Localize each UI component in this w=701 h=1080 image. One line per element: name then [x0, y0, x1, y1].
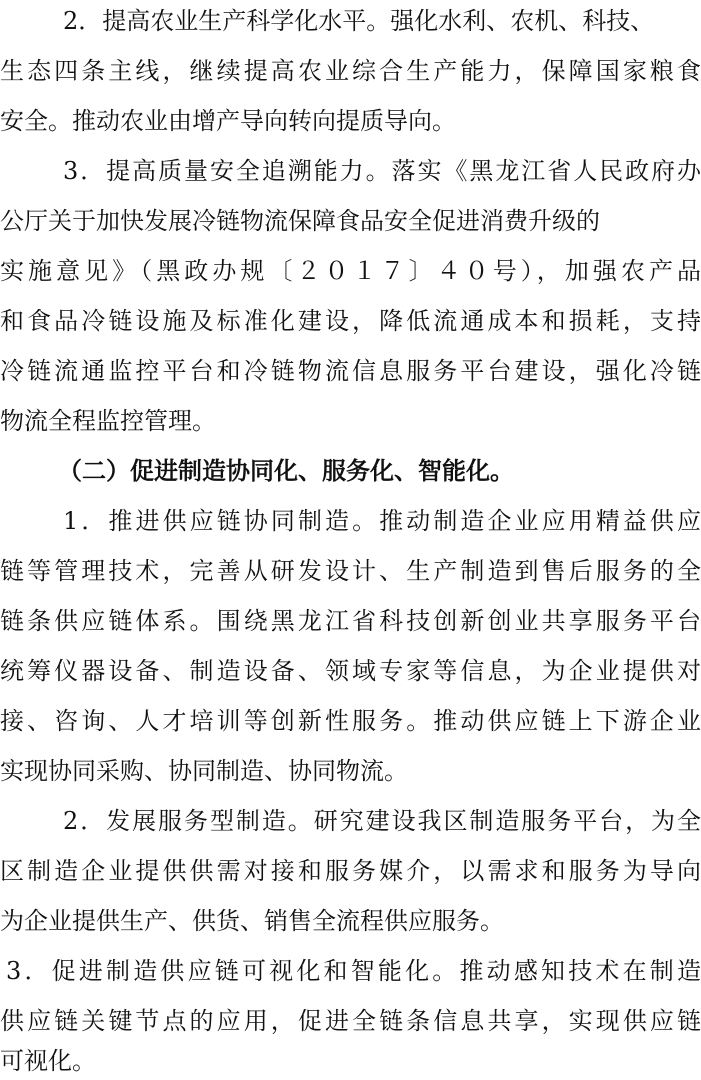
text-line: 生态四条主线，继续提高农业综合生产能力，保障国家粮食 — [0, 57, 701, 85]
text-line: 3．促进制造供应链可视化和智能化。推动感知技术在制造 — [6, 957, 701, 985]
text-line: 实施意见》（黑政办规〔２０１７〕４０号），加强农产品 — [0, 257, 701, 285]
text-line: 区制造企业提供供需对接和服务媒介，以需求和服务为导向 — [0, 857, 701, 885]
text-line: 供应链关键节点的应用，促进全链条信息共享，实现供应链 — [0, 1007, 701, 1035]
text-line: 3．提高质量安全追溯能力。落实《黑龙江省人民政府办 — [63, 157, 701, 185]
text-line: 和食品冷链设施及标准化建设，降低流通成本和损耗，支持 — [0, 307, 701, 335]
text-line: 链等管理技术，完善从研发设计、生产制造到售后服务的全 — [0, 557, 701, 585]
text-line: 统筹仪器设备、制造设备、领域专家等信息，为企业提供对 — [0, 657, 701, 685]
text-line: 接、咨询、人才培训等创新性服务。推动供应链上下游企业 — [0, 707, 701, 735]
text-line: 公厅关于加快发展冷链物流保障食品安全促进消费升级的 — [0, 207, 600, 235]
text-line: 冷链流通监控平台和冷链物流信息服务平台建设，强化冷链 — [0, 357, 701, 385]
text-line: 物流全程监控管理。 — [0, 407, 216, 435]
text-line: 可视化。 — [0, 1047, 96, 1075]
text-line: 1．推进供应链协同制造。推动制造企业应用精益供应 — [63, 507, 701, 535]
text-line: 2．提高农业生产科学化水平。强化水利、农机、科技、 — [63, 7, 655, 35]
text-line: 实现协同采购、协同制造、协同物流。 — [0, 757, 408, 785]
text-line: 为企业提供生产、供货、销售全流程供应服务。 — [0, 907, 504, 935]
text-line: 安全。推动农业由增产导向转向提质导向。 — [0, 107, 456, 135]
text-line: 2．发展服务型制造。研究建设我区制造服务平台，为全 — [63, 807, 701, 835]
section-heading: （二）促进制造协同化、服务化、智能化。 — [58, 456, 514, 485]
text-line: 链条供应链体系。围绕黑龙江省科技创新创业共享服务平台 — [0, 607, 701, 635]
